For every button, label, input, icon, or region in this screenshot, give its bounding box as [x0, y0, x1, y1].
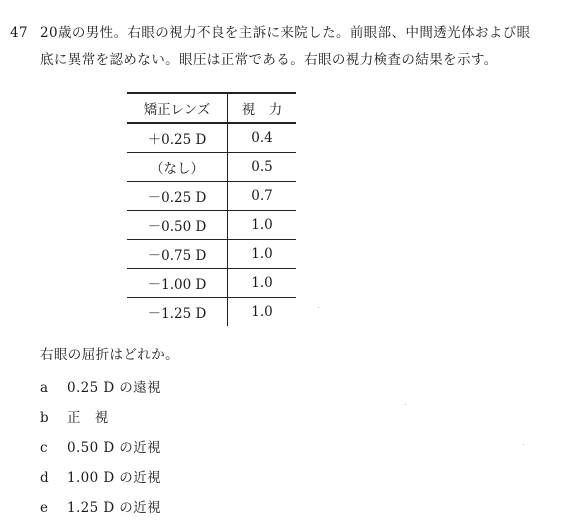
- acuity-cell: 1.0: [228, 298, 297, 327]
- table-row: [127, 269, 296, 298]
- lens-cell: －0.75 D: [147, 248, 207, 264]
- lens-cell: －1.25 D: [147, 306, 207, 322]
- acuity-cell: 1.0: [228, 211, 297, 240]
- question-line-1: 20歳の男性。右眼の視力不良を主訴に来院した。前眼部、中間透光体および眼: [40, 25, 531, 41]
- table-row: [127, 298, 296, 327]
- choice-d[interactable]: [40, 463, 161, 493]
- acuity-cell: 0.7: [228, 182, 297, 211]
- choice-text: 正 視: [67, 410, 109, 426]
- scan-speck: [318, 307, 319, 308]
- choice-label: c: [40, 440, 48, 456]
- scan-speck: [405, 404, 406, 405]
- question-line-2: 底に異常を認めない。眼圧は正常である。右眼の視力検査の結果を示す。: [40, 52, 498, 68]
- lens-cell: ＋0.25 D: [147, 132, 207, 148]
- table-row: [127, 182, 296, 211]
- choice-label: d: [40, 470, 50, 486]
- question-number: 47: [10, 25, 28, 41]
- table-row: [127, 211, 296, 240]
- table-row: [127, 240, 296, 269]
- scan-speck: [523, 444, 524, 445]
- acuity-cell: 1.0: [228, 269, 297, 298]
- header-visual-acuity: 視 力: [228, 93, 297, 123]
- answer-choices: [40, 373, 161, 523]
- choice-text: 0.50 D の近視: [67, 440, 161, 456]
- choice-c[interactable]: [40, 433, 161, 463]
- acuity-cell: 0.5: [228, 153, 297, 182]
- choice-label: b: [40, 410, 50, 426]
- visual-acuity-table: [127, 92, 296, 326]
- table-row: [127, 153, 296, 182]
- choice-text: 0.25 D の遠視: [67, 380, 161, 396]
- lens-cell: －0.50 D: [147, 219, 207, 235]
- choice-label: e: [40, 500, 49, 516]
- choice-text: 1.25 D の近視: [67, 500, 161, 516]
- choice-text: 1.00 D の近視: [67, 470, 161, 486]
- choice-a[interactable]: [40, 373, 161, 403]
- choice-e[interactable]: [40, 493, 161, 523]
- choice-b[interactable]: [40, 403, 161, 433]
- lens-cell: －1.00 D: [147, 277, 207, 293]
- header-corrective-lens: 矯正レンズ: [143, 102, 211, 118]
- table-header-row: [127, 93, 296, 123]
- choice-label: a: [40, 380, 49, 396]
- table-row: [127, 123, 296, 153]
- question-text: [10, 20, 558, 74]
- question-prompt: 右眼の屈折はどれか。: [40, 347, 179, 363]
- lens-cell: －0.25 D: [147, 190, 207, 206]
- acuity-cell: 0.4: [228, 123, 297, 153]
- lens-cell: （なし）: [150, 161, 204, 177]
- acuity-cell: 1.0: [228, 240, 297, 269]
